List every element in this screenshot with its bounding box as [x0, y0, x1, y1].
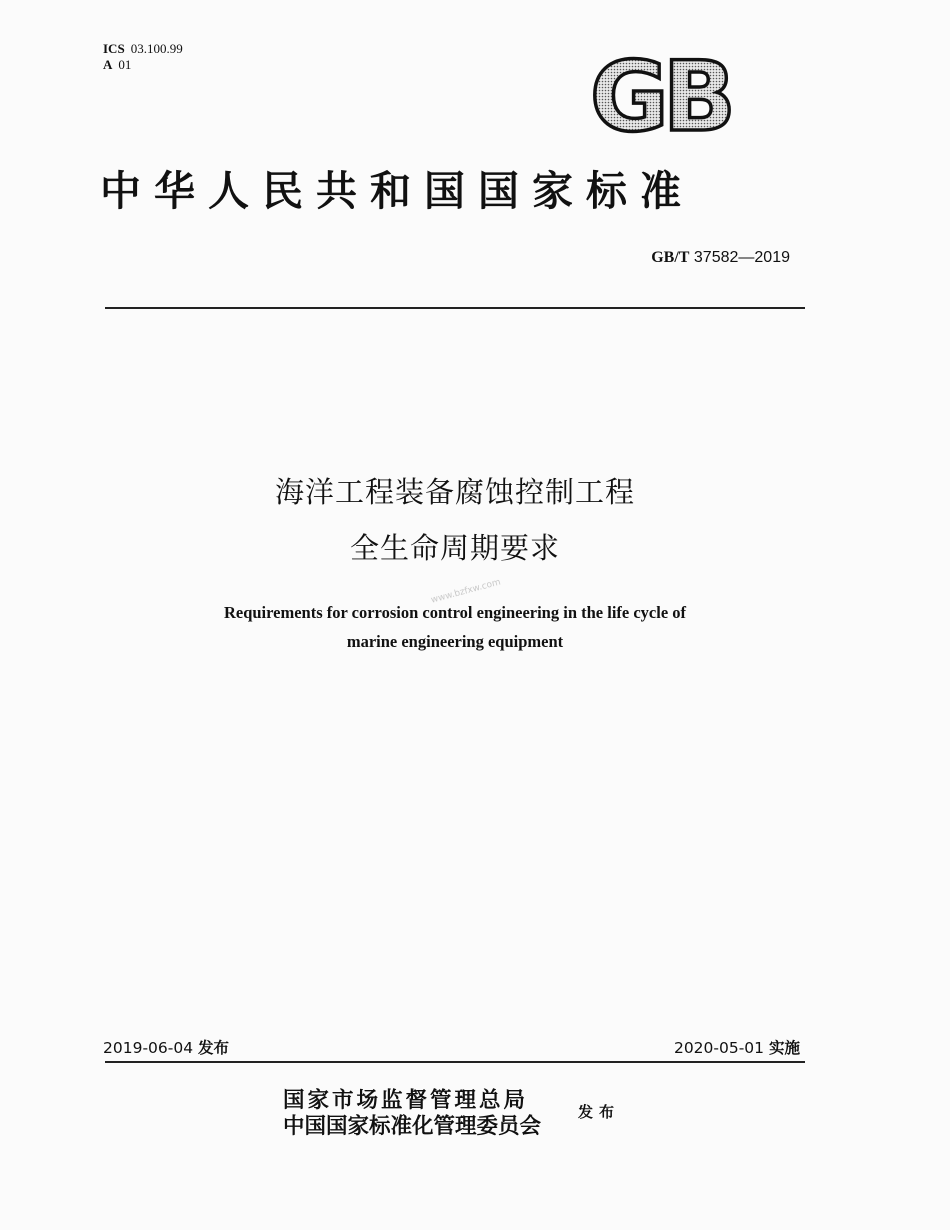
ccs-code [103, 57, 131, 73]
ics-label: ICS [103, 41, 125, 56]
title-cn-line1: 海洋工程装备腐蚀控制工程 [274, 475, 635, 509]
title-en-line1: Requirements for corrosion control engineering in the life cycle of [223, 603, 687, 622]
implementation-date-value: 2020-05-01 [673, 1039, 765, 1057]
standard-category-title: 中华人民共和国国家标准 [100, 167, 694, 215]
svg-text:GB: GB [590, 50, 730, 140]
ccs-label: A [103, 57, 113, 72]
title-cn-line2: 全生命周期要求 [349, 531, 560, 565]
ics-code [103, 41, 183, 57]
ccs-value: 01 [118, 57, 132, 72]
gb-logo-icon [586, 50, 764, 140]
standard-number [651, 249, 790, 267]
bottom-divider [105, 1061, 805, 1063]
standard-number-prefix: GB/T [651, 249, 690, 266]
issue-date-value: 2019-06-04 [103, 1039, 194, 1057]
issuer-line2: 中国国家标准化管理委员会 [283, 1114, 542, 1139]
implementation-date [674, 1036, 800, 1058]
top-divider [105, 307, 805, 309]
issue-date [103, 1036, 229, 1058]
ics-value: 03.100.99 [130, 41, 183, 56]
publish-label: 发布 [578, 1103, 621, 1121]
title-en-line2: marine engineering equipment [346, 632, 564, 651]
standard-number-value: 37582—2019 [693, 249, 790, 266]
watermark: www.bzfxw.com [430, 577, 502, 606]
implementation-date-label: 实施 [768, 1039, 800, 1057]
issue-date-label: 发布 [198, 1039, 230, 1057]
issuer-line1: 国家市场监督管理总局 [283, 1088, 529, 1113]
